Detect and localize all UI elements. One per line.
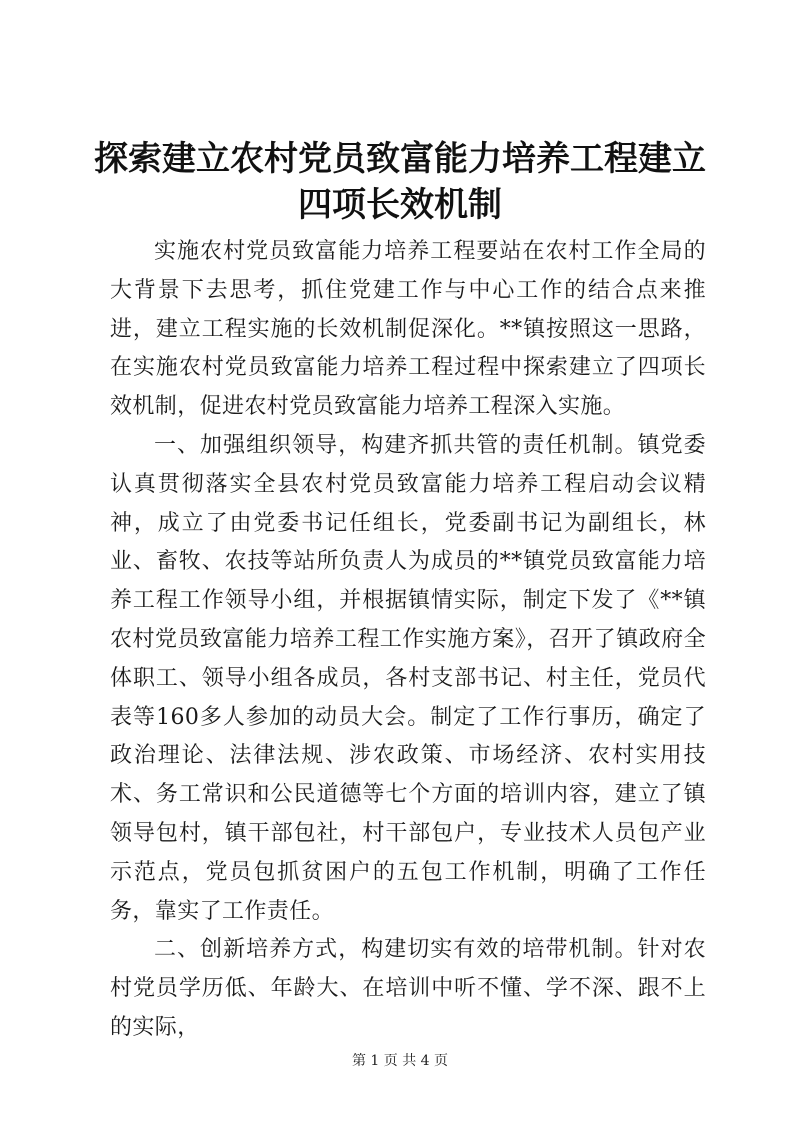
paragraph-intro: 实施农村党员致富能力培养工程要站在农村工作全局的大背景下去思考，抓住党建工作与中心工作的结合点来推进，建立工程实施的长效机制促深化。**镇按照这一思路，在实施农村党员致富能力培养工程过程中探索建立了四项长效机制，促进农村党员致富能力培养工程深入实施。 bbox=[110, 239, 706, 420]
paragraph-section-2: 二、创新培养方式，构建切实有效的培带机制。针对农村党员学历低、年龄大、在培训中听不懂、学不深、跟不上的实际， bbox=[110, 937, 706, 1040]
document-title: 探索建立农村党员致富能力培养工程建立四项长效机制 bbox=[94, 139, 706, 225]
page-footer: 第 1 页 共 4 页 bbox=[351, 1053, 449, 1069]
document-body bbox=[110, 233, 706, 1048]
paragraph-section-1: 一、加强组织领导，构建齐抓共管的责任机制。镇党委认真贯彻落实全县农村党员致富能力培养工程启动会议精神，成立了由党委书记任组长，党委副书记为副组长，林业、畜牧、农技等站所负责人为成员的**镇党员致富能力培养工程工作领导小组，并根据镇情实际，制定下发了《**镇农村党员致富能力培养工程工作实施方案》，召开了镇政府全体职工、领导小组各成员，各村支部书记、村主任，党员代表等160多人参加的动员大会。制定了工作行事历，确定了政治理论、法律法规、涉农政策、市场经济、农村实用技术、务工常识和公民道德等七个方面的培训内容，建立了镇领导包村，镇干部包社，村干部包户，专业技术人员包产业示范点，党员包抓贫困户的五包工作机制，明确了工作任务，靠实了工作责任。 bbox=[110, 432, 706, 924]
